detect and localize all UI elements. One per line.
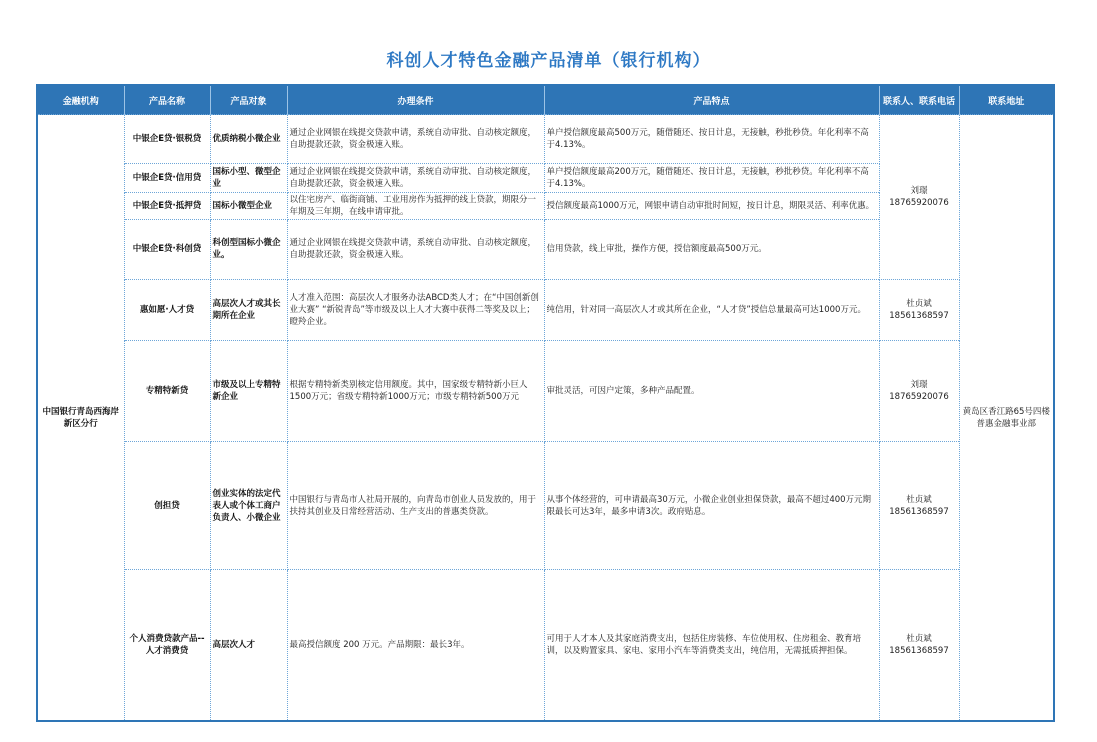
contact-name: 刘璟 [910, 380, 928, 390]
product-conditions: 通过企业网银在线提交贷款申请，系统自动审批、自动核定额度，自助提款还款，资金极速入账。 [287, 115, 544, 164]
product-name: 中银企E贷·信用贷 [124, 164, 210, 192]
product-target: 高层次人才或其长期所在企业 [210, 280, 287, 340]
product-features: 信用贷款，线上审批，操作方便，授信额度最高500万元。 [544, 219, 879, 279]
contact-phone: 18765920076 [889, 392, 949, 402]
table-row [37, 115, 1054, 164]
table-row [37, 442, 1054, 570]
product-features: 从事个体经营的，可申请最高30万元，小微企业创业担保贷款，最高不超过400万元期限最长可达3年，最多申请3次。政府贴息。 [544, 442, 879, 570]
header-address: 联系地址 [959, 85, 1054, 115]
product-name: 专精特新贷 [124, 340, 210, 442]
contact-cell [879, 570, 959, 721]
product-conditions: 以住宅房产、临街商铺、工业用房作为抵押的线上贷款，期限分一年期及三年期，在线申请审批。 [287, 192, 544, 219]
table-row [37, 340, 1054, 442]
header-conditions: 办理条件 [287, 85, 544, 115]
product-features: 审批灵活，可因户定策，多种产品配置。 [544, 340, 879, 442]
contact-phone: 18561368597 [889, 646, 949, 657]
product-features: 纯信用，针对同一高层次人才或其所在企业，“人才贷”授信总量最高可达1000万元。 [544, 280, 879, 340]
contact-phone: 18561368597 [889, 506, 949, 517]
table-row [37, 570, 1054, 721]
product-target: 优质纳税小微企业 [210, 115, 287, 164]
contact-phone: 18561368597 [889, 310, 949, 321]
product-name: 中银企E贷·抵押贷 [124, 192, 210, 219]
header-product-target: 产品对象 [210, 85, 287, 115]
contact-cell [879, 280, 959, 340]
contact-phone: 18765920076 [889, 198, 949, 209]
product-name: 个人消费贷款产品--人才消费贷 [124, 570, 210, 721]
product-target: 科创型国标小微企业。 [210, 219, 287, 279]
product-name: 惠如愿·人才贷 [124, 280, 210, 340]
contact-address: 黄岛区香江路65号四楼普惠金融事业部 [959, 115, 1054, 722]
product-name: 中银企E贷·银税贷 [124, 115, 210, 164]
contact-name: 杜贞斌 [906, 298, 932, 309]
header-institution: 金融机构 [37, 85, 124, 115]
product-conditions: 人才准入范围：高层次人才服务办法ABCD类人才；在“中国创新创业大赛” “新锐青岛”等市级及以上人才大赛中获得二等奖及以上；瞪羚企业。 [287, 280, 544, 340]
contact-name: 杜贞斌 [906, 494, 932, 505]
contact-cell [879, 442, 959, 570]
product-name: 中银企E贷·科创贷 [124, 219, 210, 279]
contact-name: 刘璟 [910, 186, 928, 197]
product-conditions: 根据专精特新类别核定信用额度。其中，国家级专精特新小巨人1500万元；省级专精特新1000万元；市级专精特新500万元 [287, 340, 544, 442]
product-features: 单户授信额度最高200万元，随借随还、按日计息，无接触，秒批秒贷。年化利率不高于4.13%。 [544, 164, 879, 192]
product-features: 单户授信额度最高500万元，随借随还、按日计息，无接触，秒批秒贷。年化利率不高于4.13%。 [544, 115, 879, 164]
bank-name: 中国银行青岛西海岸新区分行 [37, 115, 124, 722]
product-conditions: 通过企业网银在线提交贷款申请，系统自动审批、自动核定额度，自助提款还款，资金极速入账。 [287, 164, 544, 192]
header-product-name: 产品名称 [124, 85, 210, 115]
contact-cell [879, 115, 959, 280]
product-features: 授信额度最高1000万元，网银申请自动审批时间短，按日计息，期限灵活、利率优惠。 [544, 192, 879, 219]
product-target: 国标小微型企业 [210, 192, 287, 219]
product-table [36, 84, 1055, 722]
product-target: 高层次人才 [210, 570, 287, 721]
header-row [37, 85, 1054, 115]
product-features: 可用于人才本人及其家庭消费支出，包括住房装修、车位使用权、住房租金、教育培训，以及购置家具、家电、家用小汽车等消费类支出，纯信用，无需抵质押担保。 [544, 570, 879, 721]
page-title: 科创人才特色金融产品清单（银行机构） [386, 51, 711, 71]
product-target: 国标小型、微型企业 [210, 164, 287, 192]
header-features: 产品特点 [544, 85, 879, 115]
product-target: 市级及以上专精特新企业 [210, 340, 287, 442]
product-conditions: 最高授信额度 200 万元。产品期限：最长3年。 [287, 570, 544, 721]
product-name: 创担贷 [124, 442, 210, 570]
product-target: 创业实体的法定代表人或个体工商户负责人、小微企业 [210, 442, 287, 570]
contact-name: 杜贞斌 [906, 634, 932, 645]
product-conditions: 中国银行与青岛市人社局开展的，向青岛市创业人员发放的，用于扶持其创业及日常经营活动、生产支出的普惠类贷款。 [287, 442, 544, 570]
header-contact: 联系人、联系电话 [879, 85, 959, 115]
product-conditions: 通过企业网银在线提交贷款申请，系统自动审批、自动核定额度，自助提款还款，资金极速入账。 [287, 219, 544, 279]
contact-cell [879, 340, 959, 442]
table-row [37, 280, 1054, 340]
